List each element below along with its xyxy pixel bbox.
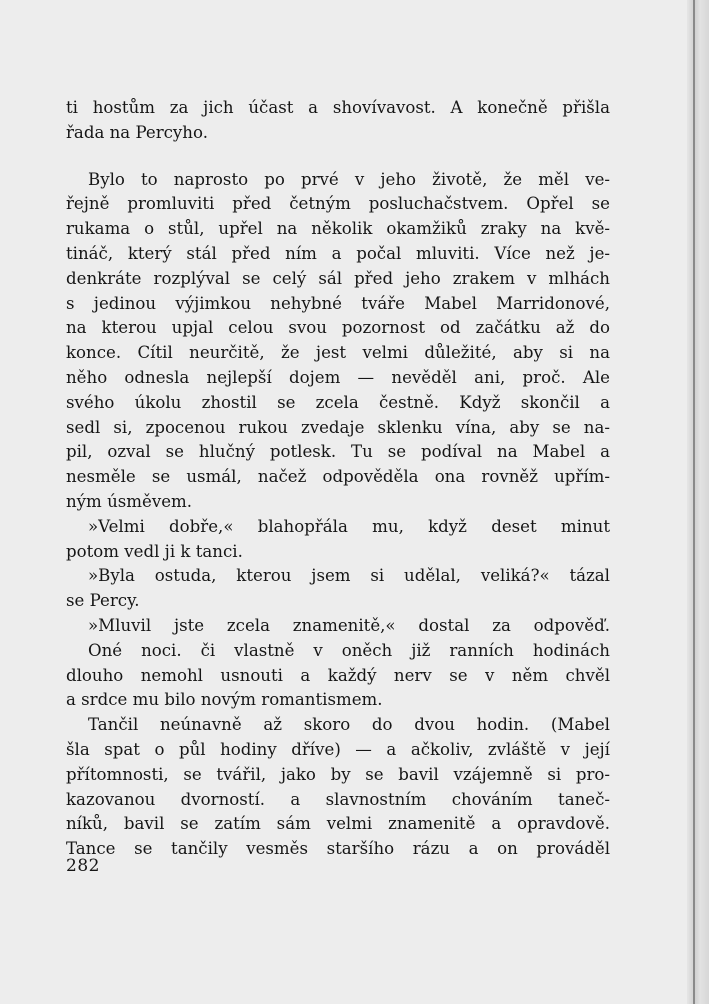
text-line: Oné noci. či vlastně v oněch již ranních hodinách bbox=[88, 640, 610, 660]
text-line: nesměle se usmál, načež odpověděla ona rovněž upřím- bbox=[66, 467, 610, 487]
text-line: se Percy. bbox=[66, 591, 140, 611]
text-line: »Byla ostuda, kterou jsem si udělal, veliká?« tázal bbox=[88, 566, 610, 586]
text-line: denkráte rozplýval se celý sál před jeho zrakem v mlhách bbox=[66, 268, 610, 288]
text-line: tináč, který stál před ním a počal mluviti. Více než je- bbox=[66, 243, 610, 263]
page-gutter-shadow bbox=[687, 0, 709, 1004]
page-number: 282 bbox=[66, 856, 100, 876]
text-line: potom vedl ji k tanci. bbox=[66, 541, 243, 561]
text-line: dlouho nemohl usnouti a každý nerv se v něm chvěl bbox=[66, 665, 610, 685]
text-line: sedl si, zpocenou rukou zvedaje sklenku vína, aby se na- bbox=[66, 417, 610, 437]
text-line: na kterou upjal celou svou pozornost od začátku až do bbox=[66, 318, 610, 338]
text-line: s jedinou výjimkou nehybné tváře Mabel Marridonové, bbox=[66, 293, 610, 313]
text-line: Bylo to naprosto po prvé v jeho životě, že měl ve- bbox=[88, 169, 610, 189]
text-line: a srdce mu bilo novým romantismem. bbox=[66, 690, 383, 710]
text-line: »Velmi dobře,« blahopřála mu, když deset minut bbox=[88, 516, 610, 536]
text-line: pil, ozval se hlučný potlesk. Tu se podíval na Mabel a bbox=[66, 442, 610, 462]
text-line: řada na Percyho. bbox=[66, 122, 208, 142]
text-line: něho odnesla nejlepší dojem — nevěděl ani, proč. Ale bbox=[66, 367, 610, 387]
page-edge-line bbox=[693, 0, 695, 1004]
text-line: svého úkolu zhostil se zcela čestně. Když skončil a bbox=[66, 392, 610, 412]
text-line: řejně promluviti před četným posluchačstvem. Opřel se bbox=[66, 194, 610, 214]
text-line: »Mluvil jste zcela znamenitě,« dostal za odpověď. bbox=[88, 615, 610, 635]
text-line: ným úsměvem. bbox=[66, 491, 193, 511]
text-line: ti hostům za jich účast a shovívavost. A konečně přišla bbox=[66, 98, 610, 117]
text-line: přítomnosti, se tvářil, jako by se bavil vzájemně si pro- bbox=[66, 764, 610, 784]
text-line: Tančil neúnavně až skoro do dvou hodin. (Mabel bbox=[88, 715, 610, 735]
text-line: kazovanou dvorností. a slavnostním chováním taneč- bbox=[66, 789, 610, 809]
text-line: níků, bavil se zatím sám velmi znamenitě a opravdově. bbox=[66, 814, 610, 834]
book-page-text bbox=[66, 96, 610, 862]
text-line: šla spat o půl hodiny dříve) — a ačkoliv, zvláště v její bbox=[66, 739, 610, 759]
text-line: Tance se tančily vesměs staršího rázu a on prováděl bbox=[66, 839, 610, 859]
text-line: konce. Cítil neurčitě, že jest velmi důležité, aby si na bbox=[66, 343, 610, 363]
text-line: rukama o stůl, upřel na několik okamžiků zraky na kvě- bbox=[66, 219, 610, 239]
